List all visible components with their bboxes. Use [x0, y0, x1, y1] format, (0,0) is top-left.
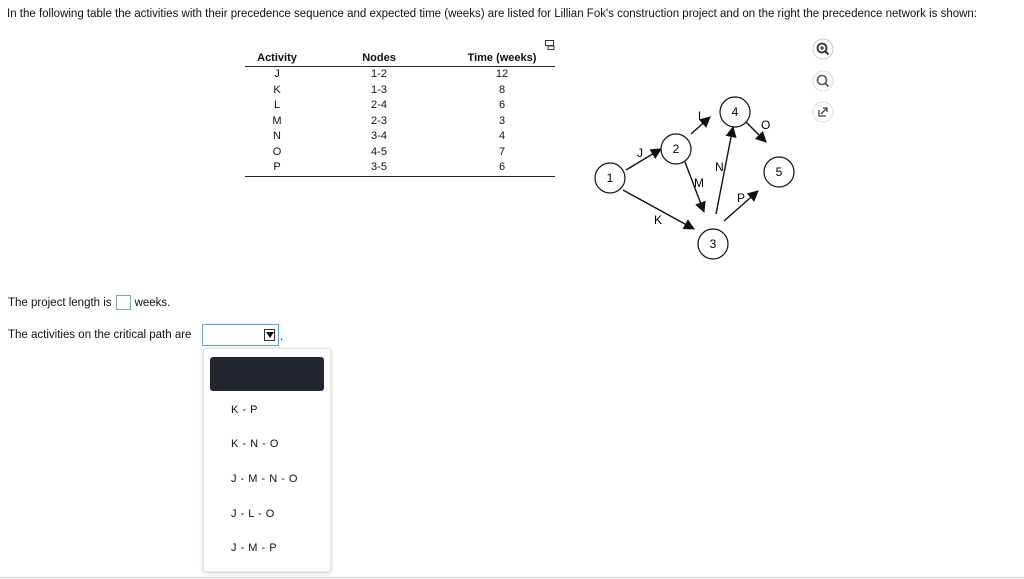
svg-text:5: 5	[775, 165, 783, 179]
cell-nodes: 2-4	[371, 99, 387, 111]
activity-table	[245, 51, 555, 177]
svg-text:4: 4	[731, 105, 739, 119]
critical-path-dropdown	[203, 348, 331, 572]
cell-nodes: 3-4	[371, 130, 387, 142]
dropdown-option[interactable]: J - L - O	[231, 508, 275, 520]
table-row	[245, 67, 555, 83]
cell-time: 12	[495, 68, 509, 80]
cell-time: 3	[498, 114, 506, 127]
cell-activity: O	[272, 145, 282, 158]
zoom-out-icon[interactable]	[812, 70, 834, 92]
table-row	[245, 129, 555, 145]
project-length-label: The project length is	[8, 296, 112, 309]
svg-text:1: 1	[606, 171, 614, 185]
cell-nodes: 3-5	[309, 160, 449, 176]
dropdown-option[interactable]: K - N - O	[231, 438, 279, 450]
cell-activity: M	[272, 114, 282, 127]
table-row	[245, 83, 555, 99]
dropdown-option[interactable]: J - M - N - O	[231, 473, 298, 485]
node-5	[764, 157, 794, 187]
header-activity: Activity	[245, 51, 309, 67]
cell-activity: L	[273, 99, 281, 111]
dropdown-option[interactable]: K - P	[231, 404, 258, 416]
cell-time: 6	[449, 160, 555, 176]
table-row	[245, 114, 555, 130]
table-header-row	[245, 51, 555, 67]
cell-nodes: 1-3	[371, 83, 387, 96]
table-row	[245, 145, 555, 161]
table-row	[245, 98, 555, 114]
svg-text:2: 2	[672, 142, 680, 156]
cell-activity: K	[273, 83, 281, 96]
divider	[0, 577, 1024, 578]
precedence-network	[590, 86, 805, 264]
edge-j	[626, 149, 661, 170]
cell-time: 8	[498, 83, 506, 96]
cell-nodes: 2-3	[371, 114, 387, 127]
node-2	[661, 134, 691, 164]
cell-time: 7	[498, 145, 506, 158]
edge-label-l: L	[698, 109, 705, 123]
edge-label-k: K	[654, 213, 663, 227]
cell-time: 6	[498, 99, 506, 111]
edge-label-n: N	[715, 160, 724, 174]
header-nodes: Nodes	[309, 51, 449, 67]
node-1	[595, 163, 625, 193]
edge-label-j: J	[637, 146, 643, 160]
project-length-question	[8, 295, 170, 310]
edge-label-o: O	[761, 118, 771, 132]
edge-label-m: M	[694, 176, 704, 190]
dropdown-blank-option[interactable]	[210, 357, 324, 391]
copy-icon[interactable]	[545, 40, 555, 50]
header-time: Time (weeks)	[449, 51, 555, 67]
project-length-input[interactable]	[116, 295, 131, 310]
table-row	[245, 160, 555, 176]
critical-path-select[interactable]	[202, 324, 279, 346]
cell-activity: N	[273, 130, 281, 142]
weeks-label: weeks.	[134, 296, 171, 309]
node-4	[720, 97, 750, 127]
zoom-in-icon[interactable]	[812, 38, 834, 60]
intro-text: In the following table the activities with their precedence sequence and expected time (weeks) are listed for Lillian Fok's construction project and on the right the precedence network is shown:	[7, 8, 978, 20]
cell-time: 4	[498, 130, 506, 142]
cell-activity: P	[245, 160, 309, 176]
cell-nodes: 4-5	[371, 145, 387, 158]
svg-text:3: 3	[709, 237, 717, 251]
chevron-down-icon[interactable]	[264, 329, 275, 341]
cell-nodes: 1-2	[371, 68, 387, 80]
critical-path-label: The activities on the critical path are	[8, 329, 192, 341]
dropdown-option[interactable]: J - M - P	[231, 542, 278, 554]
edge-label-p: P	[737, 191, 746, 205]
cell-activity: J	[274, 68, 280, 80]
node-3	[698, 229, 728, 259]
period: .	[280, 331, 284, 343]
popout-icon[interactable]	[812, 101, 834, 123]
